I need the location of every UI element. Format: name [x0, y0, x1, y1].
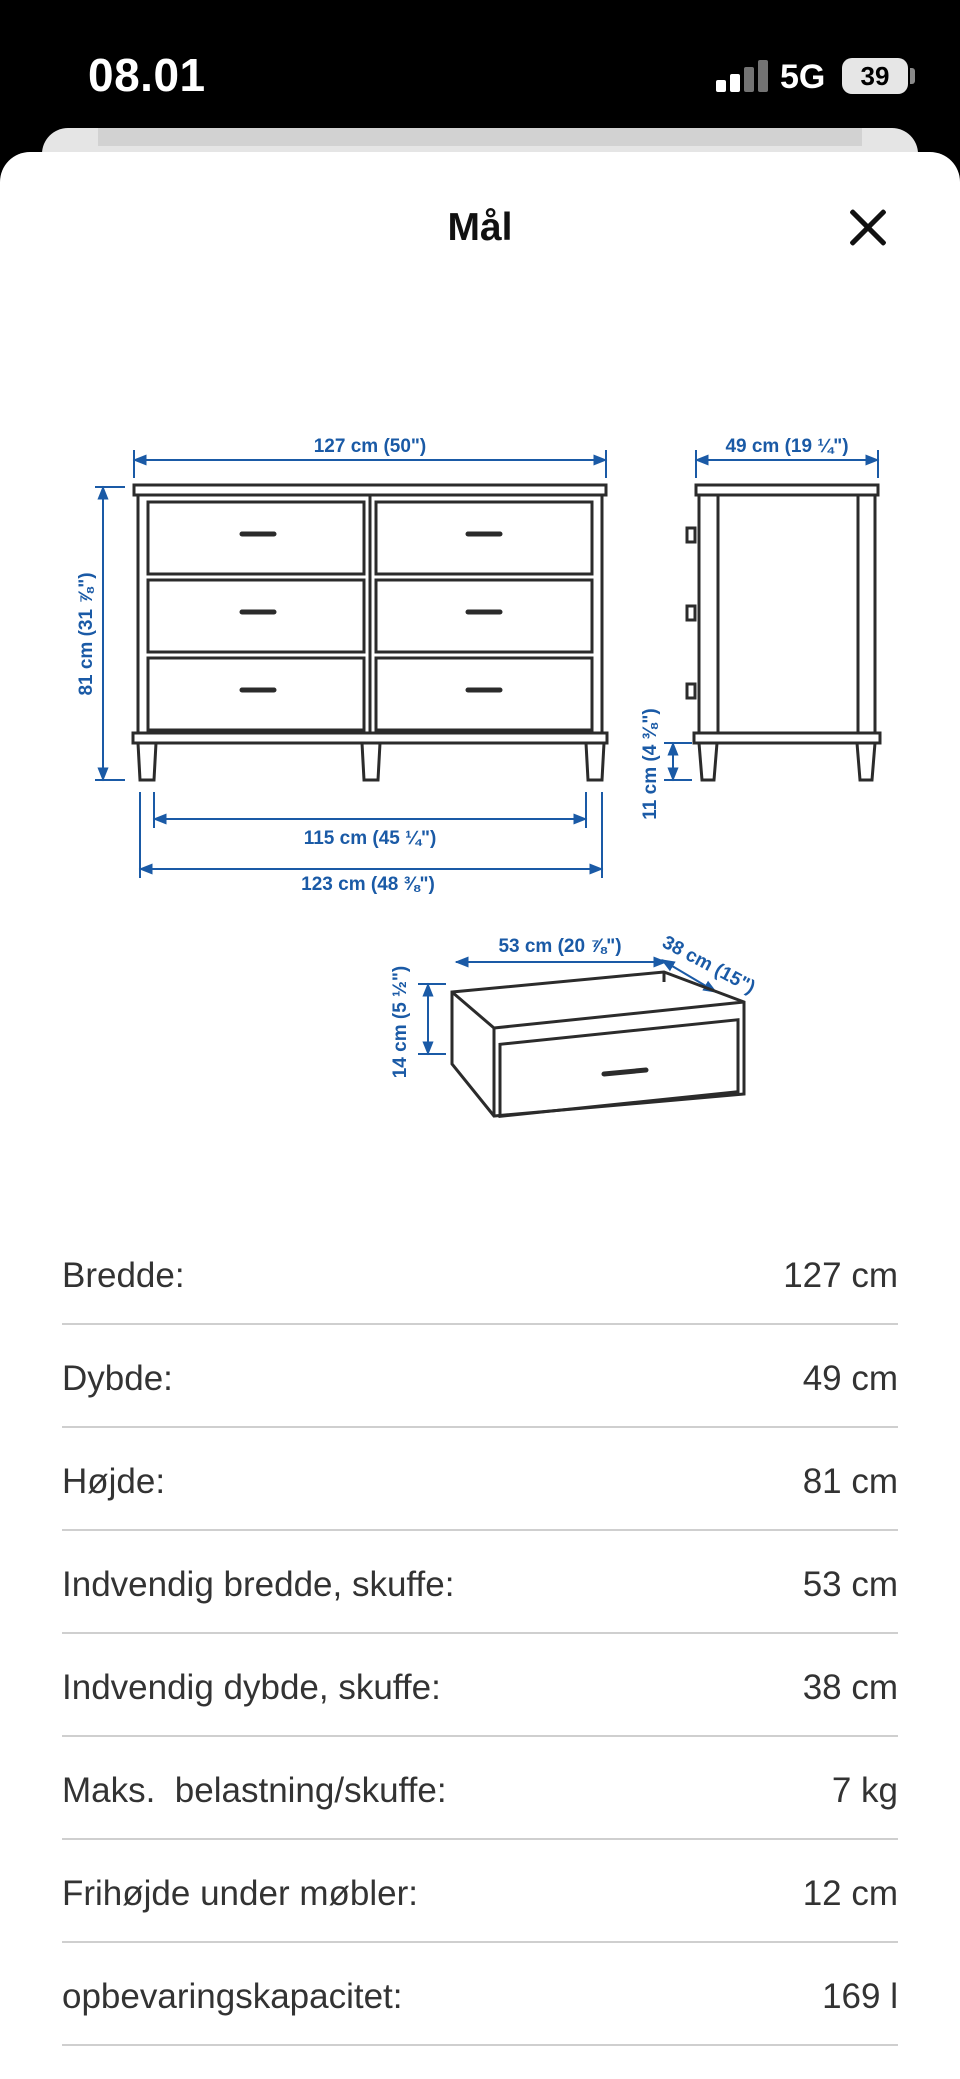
label-height: 81 cm (31 ⅞") [76, 572, 97, 696]
front-view-dresser [133, 485, 607, 780]
spec-value: 81 cm [802, 1462, 898, 1501]
status-time: 08.01 [88, 49, 206, 101]
spec-row [62, 1531, 898, 1634]
spec-value: 38 cm [802, 1668, 898, 1707]
label-drawer-depth: 38 cm (15") [658, 931, 759, 999]
spec-row [62, 1840, 898, 1943]
spec-label: Frihøjde under møbler: [62, 1874, 418, 1913]
label-base-width: 123 cm (48 ⅜") [301, 874, 435, 895]
dimensions-sheet [0, 152, 960, 2079]
label-leg-height: 11 cm (4 ⅜") [640, 708, 661, 820]
spec-row [62, 1428, 898, 1531]
drawer-handle [604, 1070, 646, 1074]
spec-label: Maks. belastning/skuffe: [62, 1771, 447, 1810]
battery-tip [910, 68, 915, 84]
sheet-title: Mål [447, 206, 513, 249]
spec-value: 127 cm [783, 1256, 898, 1295]
spec-row [62, 1737, 898, 1840]
battery-level: 39 [860, 61, 890, 91]
spec-value: 169 l [822, 1977, 898, 2016]
network-type: 5G [780, 58, 826, 96]
spec-value: 53 cm [802, 1565, 898, 1604]
specs-list [62, 1222, 898, 2046]
status-bar [0, 0, 960, 140]
spec-label: Indvendig dybde, skuffe: [62, 1668, 441, 1707]
dimension-diagram [0, 152, 960, 1152]
signal-icon [716, 60, 768, 92]
spec-value: 7 kg [831, 1771, 898, 1810]
label-inner-width: 115 cm (45 ¼") [303, 828, 437, 849]
side-view-dresser [687, 485, 880, 780]
spec-row [62, 1325, 898, 1428]
spec-label: Højde: [62, 1462, 166, 1501]
spec-row [62, 1943, 898, 2046]
spec-label: opbevaringskapacitet: [62, 1977, 403, 2016]
spec-label: Bredde: [62, 1256, 185, 1295]
label-drawer-height: 14 cm (5 ½") [390, 965, 411, 1079]
label-drawer-width: 53 cm (20 ⅞") [498, 936, 622, 957]
spec-value: 12 cm [802, 1874, 898, 1913]
battery-icon [842, 58, 908, 94]
spec-label: Dybde: [62, 1359, 173, 1398]
spec-label: Indvendig bredde, skuffe: [62, 1565, 455, 1604]
label-depth: 49 cm (19 ¼") [725, 436, 849, 457]
drawer-illustration [452, 972, 744, 1116]
spec-row [62, 1222, 898, 1325]
label-total-width: 127 cm (50") [313, 436, 427, 457]
spec-row [62, 1634, 898, 1737]
spec-value: 49 cm [802, 1359, 898, 1398]
